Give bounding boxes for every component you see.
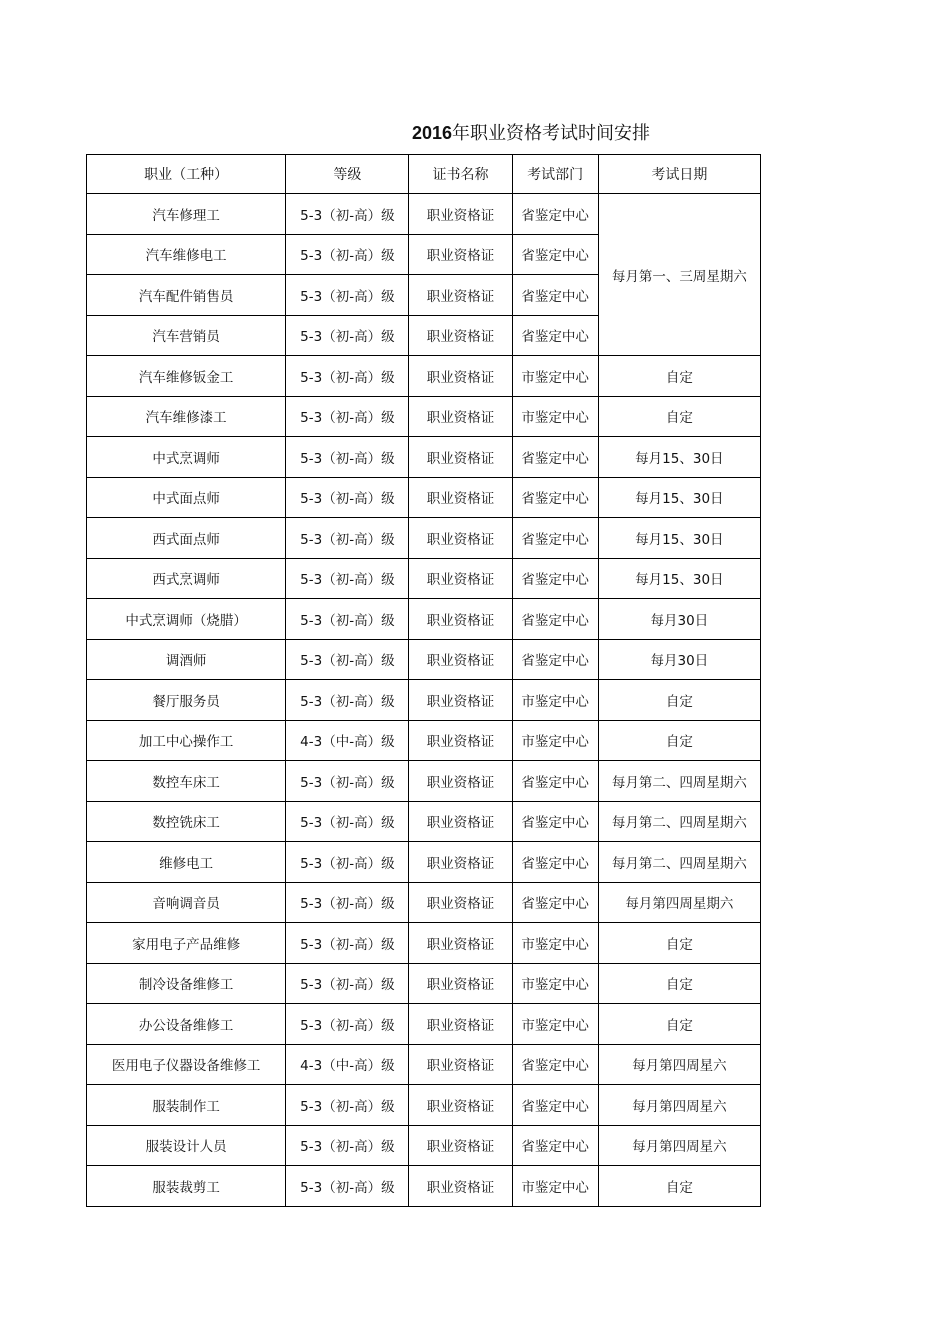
cell-occupation: 中式烹调师 — [87, 437, 286, 478]
title-text: 年职业资格考试时间安排 — [452, 123, 651, 144]
cell-level: 5-3（初-高）级 — [286, 234, 409, 275]
cell-date: 自定 — [598, 720, 760, 761]
cell-department: 省鉴定中心 — [512, 437, 598, 478]
cell-occupation: 汽车配件销售员 — [87, 275, 286, 316]
table-row — [87, 963, 761, 1004]
table-row — [87, 1044, 761, 1085]
cell-certificate: 职业资格证 — [409, 1004, 512, 1045]
cell-date: 每月第二、四周星期六 — [598, 801, 760, 842]
cell-certificate: 职业资格证 — [409, 477, 512, 518]
cell-occupation: 汽车维修漆工 — [87, 396, 286, 437]
cell-occupation: 数控铣床工 — [87, 801, 286, 842]
header-department: 考试部门 — [512, 155, 598, 194]
cell-occupation: 音响调音员 — [87, 882, 286, 923]
cell-level: 5-3（初-高）级 — [286, 275, 409, 316]
cell-level: 5-3（初-高）级 — [286, 315, 409, 356]
cell-level: 5-3（初-高）级 — [286, 1125, 409, 1166]
cell-level: 5-3（初-高）级 — [286, 923, 409, 964]
cell-date: 每月15、30日 — [598, 437, 760, 478]
table-row — [87, 1125, 761, 1166]
cell-department: 省鉴定中心 — [512, 558, 598, 599]
cell-certificate: 职业资格证 — [409, 396, 512, 437]
header-certificate: 证书名称 — [409, 155, 512, 194]
cell-date: 自定 — [598, 963, 760, 1004]
cell-level: 5-3（初-高）级 — [286, 194, 409, 235]
table-row — [87, 720, 761, 761]
cell-level: 5-3（初-高）级 — [286, 1166, 409, 1207]
cell-occupation: 制冷设备维修工 — [87, 963, 286, 1004]
title-year: 2016 — [411, 123, 453, 143]
cell-date: 每月第四周星六 — [598, 1044, 760, 1085]
cell-date: 每月15、30日 — [598, 558, 760, 599]
cell-occupation: 餐厅服务员 — [87, 680, 286, 721]
cell-department: 省鉴定中心 — [512, 275, 598, 316]
header-level: 等级 — [286, 155, 409, 194]
table-row — [87, 1004, 761, 1045]
cell-certificate: 职业资格证 — [409, 437, 512, 478]
cell-certificate: 职业资格证 — [409, 275, 512, 316]
cell-level: 5-3（初-高）级 — [286, 882, 409, 923]
header-date: 考试日期 — [598, 155, 760, 194]
table-row — [87, 923, 761, 964]
cell-occupation: 调酒师 — [87, 639, 286, 680]
cell-occupation: 中式烹调师（烧腊） — [87, 599, 286, 640]
cell-level: 5-3（初-高）级 — [286, 477, 409, 518]
table-row — [87, 801, 761, 842]
cell-level: 5-3（初-高）级 — [286, 558, 409, 599]
cell-department: 市鉴定中心 — [512, 923, 598, 964]
cell-certificate: 职业资格证 — [409, 923, 512, 964]
cell-certificate: 职业资格证 — [409, 1085, 512, 1126]
cell-department: 省鉴定中心 — [512, 194, 598, 235]
cell-department: 市鉴定中心 — [512, 396, 598, 437]
cell-department: 省鉴定中心 — [512, 234, 598, 275]
cell-date: 每月第四周星六 — [598, 1085, 760, 1126]
cell-department: 省鉴定中心 — [512, 1125, 598, 1166]
cell-occupation: 中式面点师 — [87, 477, 286, 518]
cell-occupation: 汽车维修钣金工 — [87, 356, 286, 397]
cell-certificate: 职业资格证 — [409, 963, 512, 1004]
header-occupation: 职业（工种） — [87, 155, 286, 194]
table-row — [87, 680, 761, 721]
cell-date: 自定 — [598, 680, 760, 721]
table-row — [87, 1166, 761, 1207]
cell-certificate: 职业资格证 — [409, 801, 512, 842]
cell-occupation: 汽车维修电工 — [87, 234, 286, 275]
cell-certificate: 职业资格证 — [409, 558, 512, 599]
cell-department: 省鉴定中心 — [512, 761, 598, 802]
cell-department: 省鉴定中心 — [512, 477, 598, 518]
table-row — [87, 639, 761, 680]
table-row — [87, 396, 761, 437]
cell-certificate: 职业资格证 — [409, 680, 512, 721]
cell-date: 每月30日 — [598, 599, 760, 640]
cell-level: 5-3（初-高）级 — [286, 599, 409, 640]
cell-certificate: 职业资格证 — [409, 1125, 512, 1166]
table-row — [87, 356, 761, 397]
cell-certificate: 职业资格证 — [409, 234, 512, 275]
cell-certificate: 职业资格证 — [409, 1044, 512, 1085]
cell-certificate: 职业资格证 — [409, 639, 512, 680]
cell-certificate: 职业资格证 — [409, 842, 512, 883]
cell-date: 每月15、30日 — [598, 477, 760, 518]
table-row — [87, 882, 761, 923]
cell-department: 省鉴定中心 — [512, 639, 598, 680]
cell-occupation: 汽车营销员 — [87, 315, 286, 356]
cell-level: 5-3（初-高）级 — [286, 1004, 409, 1045]
table-row — [87, 599, 761, 640]
cell-level: 5-3（初-高）级 — [286, 396, 409, 437]
cell-level: 5-3（初-高）级 — [286, 680, 409, 721]
cell-certificate: 职业资格证 — [409, 194, 512, 235]
cell-date: 每月第二、四周星期六 — [598, 761, 760, 802]
cell-date: 自定 — [598, 356, 760, 397]
cell-level: 5-3（初-高）级 — [286, 518, 409, 559]
cell-level: 4-3（中-高）级 — [286, 1044, 409, 1085]
cell-occupation: 办公设备维修工 — [87, 1004, 286, 1045]
cell-department: 省鉴定中心 — [512, 801, 598, 842]
table-row — [87, 477, 761, 518]
table-row — [87, 194, 761, 235]
table-row — [87, 437, 761, 478]
cell-department: 市鉴定中心 — [512, 1166, 598, 1207]
cell-date: 每月30日 — [598, 639, 760, 680]
cell-department: 市鉴定中心 — [512, 963, 598, 1004]
cell-certificate: 职业资格证 — [409, 882, 512, 923]
cell-occupation: 家用电子产品维修 — [87, 923, 286, 964]
cell-department: 省鉴定中心 — [512, 1085, 598, 1126]
cell-date: 每月第二、四周星期六 — [598, 842, 760, 883]
cell-date: 每月15、30日 — [598, 518, 760, 559]
cell-date: 每月第四周星六 — [598, 1125, 760, 1166]
exam-schedule-table — [86, 154, 761, 1207]
cell-occupation: 汽车修理工 — [87, 194, 286, 235]
cell-occupation: 数控车床工 — [87, 761, 286, 802]
table-row — [87, 518, 761, 559]
page-title — [0, 118, 950, 149]
cell-occupation: 西式面点师 — [87, 518, 286, 559]
table-row — [87, 558, 761, 599]
cell-department: 市鉴定中心 — [512, 1004, 598, 1045]
cell-level: 5-3（初-高）级 — [286, 356, 409, 397]
cell-level: 5-3（初-高）级 — [286, 963, 409, 1004]
cell-department: 市鉴定中心 — [512, 680, 598, 721]
cell-occupation: 服装制作工 — [87, 1085, 286, 1126]
cell-date: 自定 — [598, 923, 760, 964]
cell-date: 自定 — [598, 396, 760, 437]
cell-certificate: 职业资格证 — [409, 720, 512, 761]
cell-department: 省鉴定中心 — [512, 1044, 598, 1085]
cell-date: 自定 — [598, 1004, 760, 1045]
cell-level: 5-3（初-高）级 — [286, 842, 409, 883]
cell-department: 省鉴定中心 — [512, 315, 598, 356]
table-row — [87, 1085, 761, 1126]
cell-level: 5-3（初-高）级 — [286, 801, 409, 842]
cell-date: 每月第四周星期六 — [598, 882, 760, 923]
cell-level: 5-3（初-高）级 — [286, 1085, 409, 1126]
cell-certificate: 职业资格证 — [409, 518, 512, 559]
cell-level: 5-3（初-高）级 — [286, 437, 409, 478]
cell-certificate: 职业资格证 — [409, 761, 512, 802]
cell-department: 省鉴定中心 — [512, 882, 598, 923]
cell-department: 省鉴定中心 — [512, 842, 598, 883]
cell-department: 市鉴定中心 — [512, 356, 598, 397]
cell-occupation: 服装设计人员 — [87, 1125, 286, 1166]
cell-department: 省鉴定中心 — [512, 599, 598, 640]
cell-department: 省鉴定中心 — [512, 518, 598, 559]
cell-date: 自定 — [598, 1166, 760, 1207]
table-header-row — [87, 155, 761, 194]
cell-occupation: 加工中心操作工 — [87, 720, 286, 761]
table-row — [87, 842, 761, 883]
cell-certificate: 职业资格证 — [409, 356, 512, 397]
cell-occupation: 医用电子仪器设备维修工 — [87, 1044, 286, 1085]
cell-certificate: 职业资格证 — [409, 315, 512, 356]
table-body — [87, 194, 761, 1207]
cell-occupation: 维修电工 — [87, 842, 286, 883]
cell-level: 5-3（初-高）级 — [286, 761, 409, 802]
cell-certificate: 职业资格证 — [409, 599, 512, 640]
cell-occupation: 西式烹调师 — [87, 558, 286, 599]
cell-department: 市鉴定中心 — [512, 720, 598, 761]
cell-certificate: 职业资格证 — [409, 1166, 512, 1207]
cell-level: 5-3（初-高）级 — [286, 639, 409, 680]
cell-date-merged: 每月第一、三周星期六 — [598, 194, 760, 356]
table-row — [87, 761, 761, 802]
cell-level: 4-3（中-高）级 — [286, 720, 409, 761]
cell-occupation: 服装裁剪工 — [87, 1166, 286, 1207]
